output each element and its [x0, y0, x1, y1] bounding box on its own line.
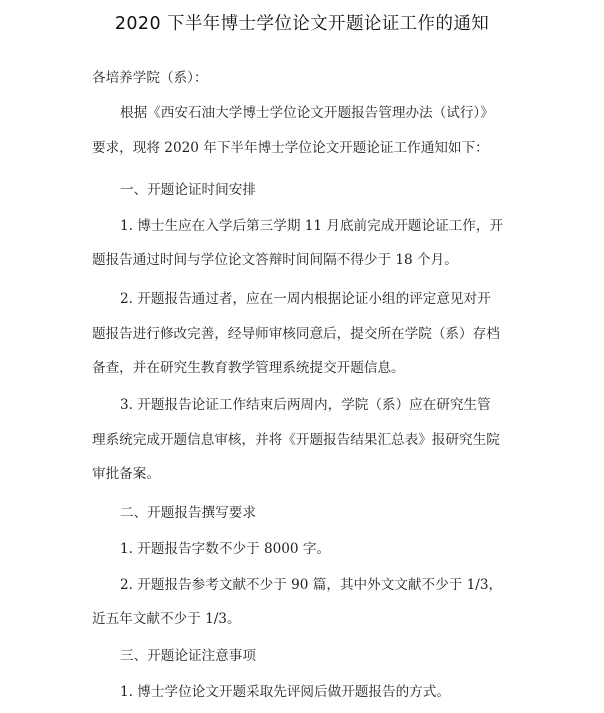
paragraph-line: 2. 开题报告参考文献不少于 90 篇，其中外文文献不少于 1/3，: [120, 577, 503, 593]
section-heading: 一、开题论证时间安排: [120, 182, 256, 198]
salutation: 各培养学院（系）：: [92, 70, 208, 86]
paragraph-line: 3. 开题报告论证工作结束后两周内，学院（系）应在研究生管: [120, 397, 491, 413]
paragraph-line: 1. 博士学位论文开题采取先评阅后做开题报告的方式。: [120, 684, 450, 700]
section-heading: 二、开题报告撰写要求: [120, 505, 256, 521]
paragraph-line: 审批备案。: [92, 466, 160, 482]
paragraph-line: 近五年文献不少于 1/3。: [92, 611, 241, 627]
paragraph-line: 2. 开题报告通过者，应在一周内根据论证小组的评定意见对开: [120, 291, 491, 307]
section-heading: 三、开题论证注意事项: [120, 648, 256, 664]
paragraph-line: 1. 开题报告字数不少于 8000 字。: [120, 541, 331, 557]
paragraph-line: 题报告通过时间与学位论文答辩时间间隔不得少于 18 个月。: [92, 252, 458, 268]
paragraph-line: 理系统完成开题信息审核，并将《开题报告结果汇总表》报研究生院: [92, 432, 500, 448]
paragraph-line: 1. 博士生应在入学后第三学期 11 月底前完成开题论证工作，开: [120, 218, 504, 234]
paragraph-line: 根据《西安石油大学博士学位论文开题报告管理办法（试行）》: [120, 105, 494, 121]
paragraph-line: 备查，并在研究生教育教学管理系统提交开题信息。: [92, 360, 405, 376]
paragraph-line: 题报告进行修改完善，经导师审核同意后，提交所在学院（系）存档: [92, 326, 500, 342]
paragraph-line: 要求，现将 2020 年下半年博士学位论文开题论证工作通知如下：: [92, 140, 489, 156]
document-title: 2020 下半年博士学位论文开题论证工作的通知: [114, 14, 490, 34]
